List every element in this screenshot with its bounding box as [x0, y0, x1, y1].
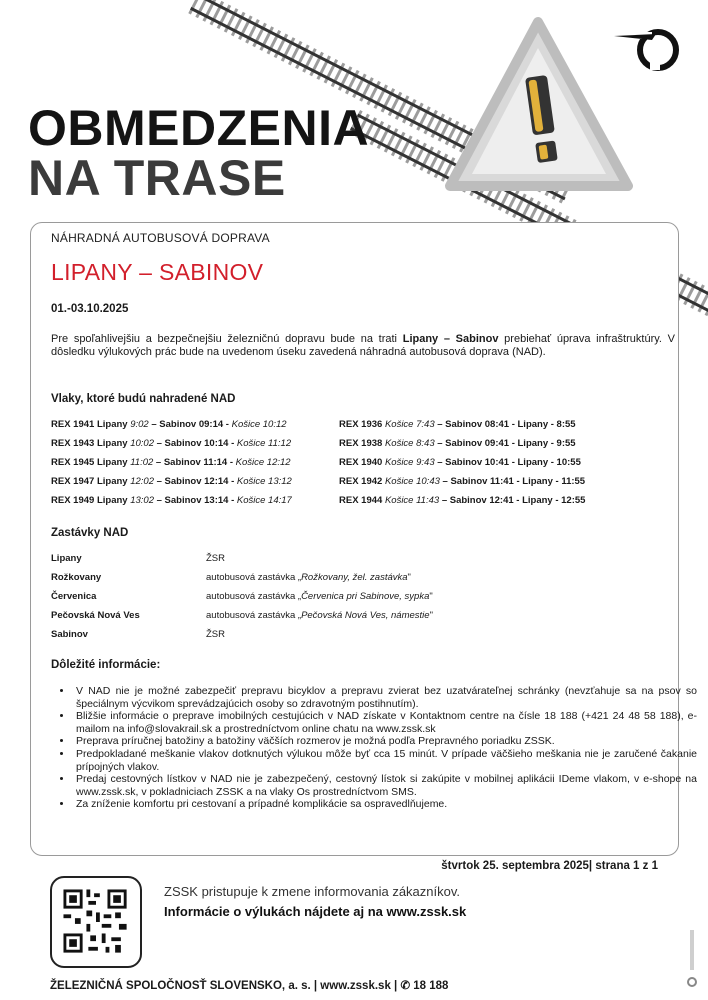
- train-row: REX 1945 Lipany 11:02 – Sabinov 11:14 - Košice 12:12: [51, 457, 291, 468]
- stops-heading: Zastávky NAD: [51, 527, 129, 539]
- train-row: REX 1944 Košice 11:43 – Sabinov 12:41 - Lipany - 12:55: [339, 495, 586, 506]
- list-item: • Bližšie informácie o preprave imobilných cestujúcich v NAD získate v Kontaktnom centre na čísle 18 188 (+421 24 48 58 188), e-mailom na info@slovakrail.sk a prostredníctvom online chatu na www.zssk.sk: [73, 710, 697, 735]
- notice-card: [30, 222, 697, 856]
- train-row: REX 1940 Košice 9:43 – Sabinov 10:41 - Lipany - 10:55: [339, 457, 581, 468]
- train-row: REX 1936 Košice 7:43 – Sabinov 08:41 - Lipany - 8:55: [339, 419, 576, 430]
- stop-description: autobusová zastávka „Rožkovany, žel. zastávka": [206, 572, 411, 583]
- stop-description: ŽSR: [206, 553, 225, 564]
- info-line-1: ZSSK pristupuje k zmene informovania zákazníkov.: [164, 884, 461, 899]
- train-row: REX 1943 Lipany 10:02 – Sabinov 10:14 - Košice 11:12: [51, 438, 292, 449]
- important-list: [51, 685, 697, 811]
- stop-name: Lipany: [51, 553, 82, 564]
- train-row: REX 1942 Košice 10:43 – Sabinov 11:41 - Lipany - 11:55: [339, 476, 586, 487]
- train-row: REX 1949 Lipany 13:02 – Sabinov 13:14 - Košice 14:17: [51, 495, 292, 506]
- train-row: REX 1941 Lipany 9:02 – Sabinov 09:14 - Košice 10:12: [51, 419, 287, 430]
- eco-label-icon: [686, 930, 698, 990]
- route-title: LIPANY – SABINOV: [51, 259, 264, 285]
- page-title-line2: NA TRASE: [28, 150, 286, 206]
- stop-description: autobusová zastávka „Červenica pri Sabinove, sypka": [206, 591, 433, 602]
- list-item: • Predpokladané meškanie vlakov dotknutých výlukou môže byť cca 15 minút. V prípade väčšieho meškania nie je zaručené čakanie prípojných vlakov.: [73, 748, 697, 773]
- warning-sign-icon: [450, 22, 628, 186]
- company-footer: ŽELEZNIČNÁ SPOLOČNOSŤ SLOVENSKO, a. s. | www.zssk.sk | ✆ 18 188: [50, 980, 449, 992]
- date-page-footer: štvrtok 25. septembra 2025| strana 1 z 1: [441, 860, 658, 872]
- stop-name: Pečovská Nová Ves: [51, 610, 140, 621]
- stop-name: Rožkovany: [51, 572, 102, 583]
- list-item: • Predaj cestovných lístkov v NAD nie je zabezpečený, cestovný lístok si zakúpite v mobilnej aplikácii IDeme vlakom, v e-shope na www.zssk.sk, v pokladniciach ZSSK a na vlaky Os prostredníctvom SMS.: [73, 773, 697, 798]
- trains-heading: Vlaky, ktoré budú nahradené NAD: [51, 393, 236, 405]
- intro-paragraph: [51, 333, 675, 359]
- list-item: • Preprava príručnej batožiny a batožiny väčších rozmerov je možná podľa Prepravného poriadku ZSSK.: [73, 735, 697, 748]
- stop-name: Červenica: [51, 591, 97, 602]
- intro-text-rest: prebiehať úprava infraštruktúry. V dôsledku výlukových prác bude na uvedenom úseku zavedená náhradná autobusová doprava (NAD).: [51, 333, 676, 358]
- list-item: • V NAD nie je možné zabezpečiť prepravu bicyklov a prepravu zvierat bez uzatvárateľnej schránky (nevzťahuje sa na psov so špeciálnym výcvikom sprevádzajúcich osoby so zdravotným postihnutím).: [73, 685, 697, 710]
- train-row: REX 1938 Košice 8:43 – Sabinov 09:41 - Lipany - 9:55: [339, 438, 576, 449]
- page-title-line1: OBMEDZENIA: [28, 100, 370, 156]
- qr-code-icon: [50, 876, 142, 968]
- stop-description: ŽSR: [206, 629, 225, 640]
- info-line-2: Informácie o výlukách nájdete aj na www.zssk.sk: [164, 904, 467, 919]
- list-item: • Za zníženie komfortu pri cestovaní a prípadné komplikácie sa ospravedlňujeme.: [73, 798, 697, 811]
- date-range: 01.-03.10.2025: [51, 303, 129, 315]
- intro-route-bold: Lipany – Sabinov: [402, 333, 499, 345]
- stop-description: autobusová zastávka „Pečovská Nová Ves, námestie": [206, 610, 433, 621]
- intro-text: Pre spoľahlivejšiu a bezpečnejšiu železničnú dopravu bude na trati: [51, 333, 403, 345]
- important-heading: Dôležité informácie:: [51, 659, 161, 671]
- train-row: REX 1947 Lipany 12:02 – Sabinov 12:14 - Košice 13:12: [51, 476, 292, 487]
- zssk-logo-icon: [612, 24, 684, 74]
- stop-name: Sabinov: [51, 629, 88, 640]
- notice-category: NÁHRADNÁ AUTOBUSOVÁ DOPRAVA: [51, 231, 270, 245]
